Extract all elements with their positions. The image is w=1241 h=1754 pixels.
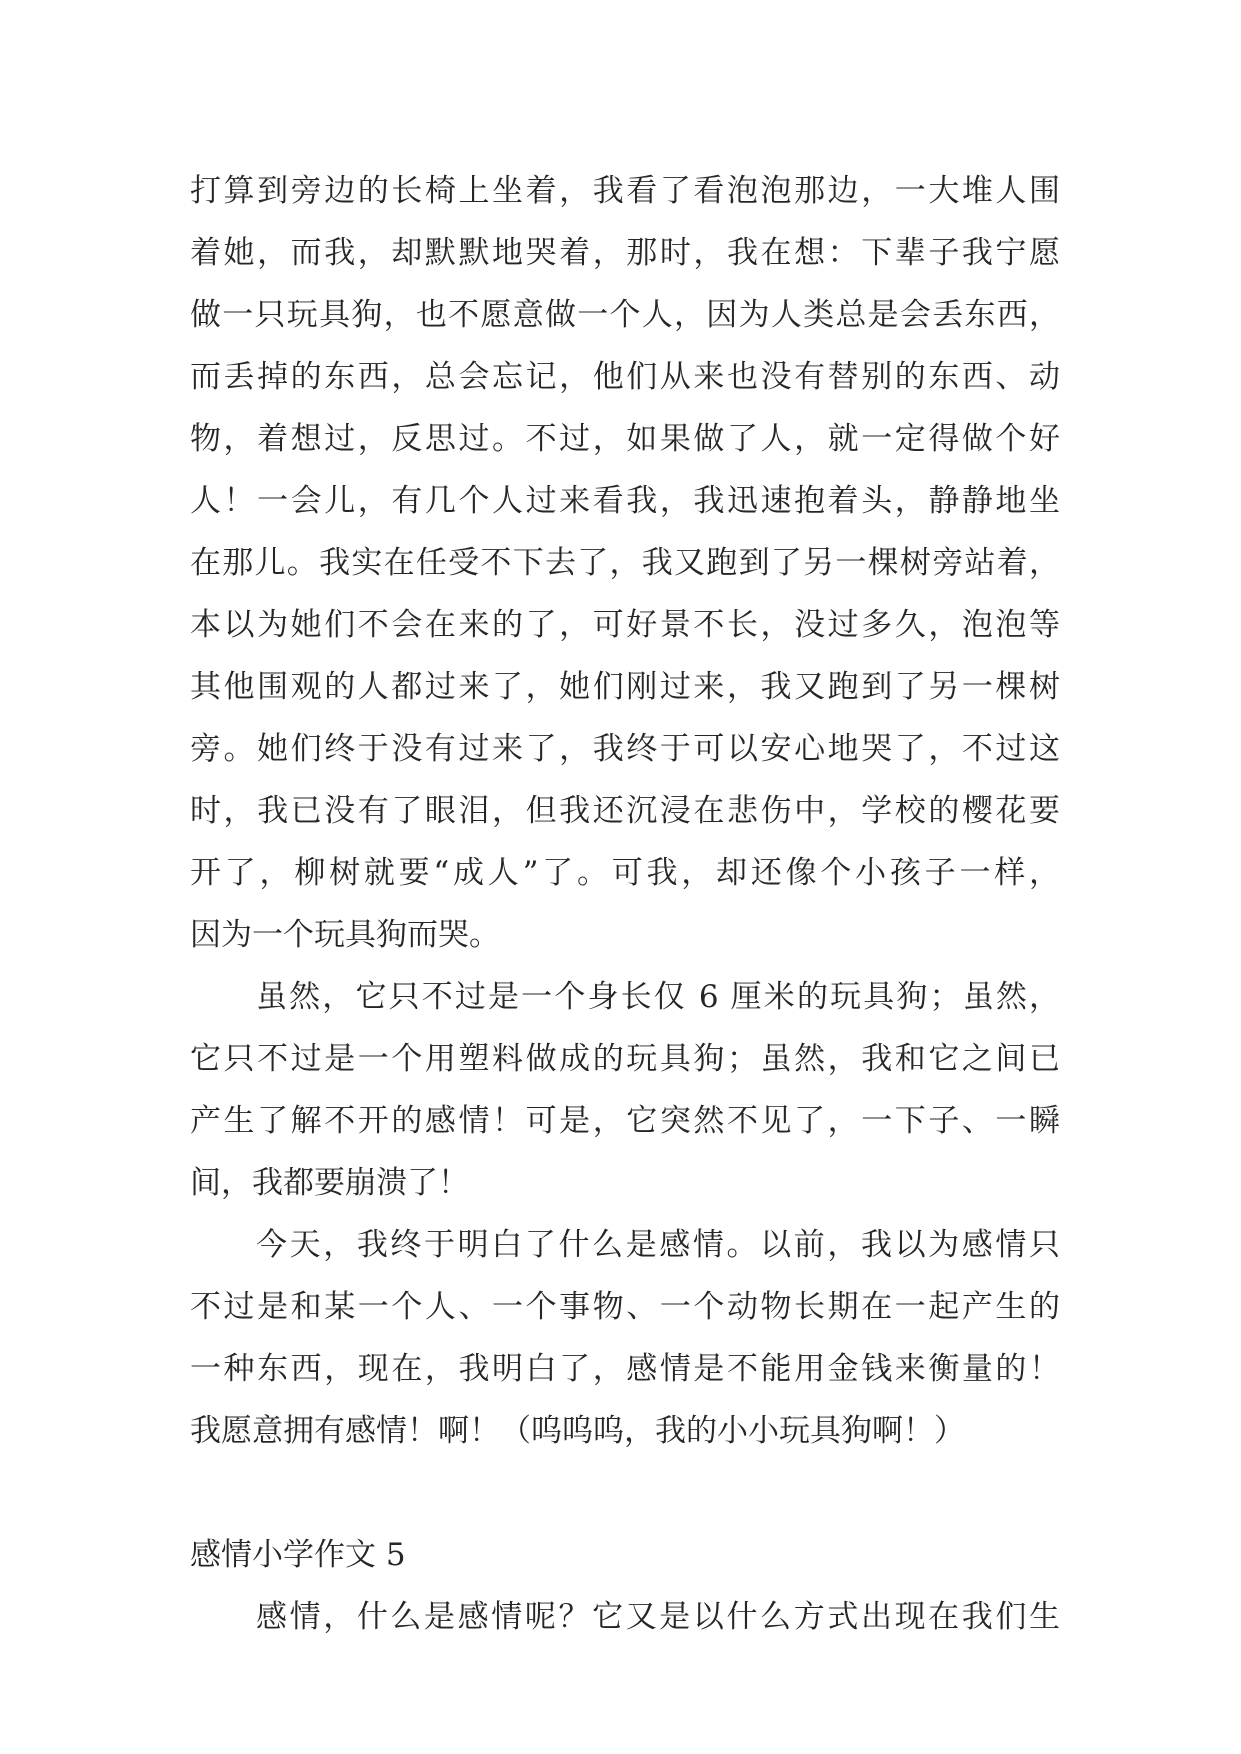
- text-line: 着她，而我，却默默地哭着，那时，我在想：下辈子我宁愿: [190, 235, 1060, 271]
- text-line: 我愿意拥有感情！啊！（呜呜呜，我的小小玩具狗啊！）: [190, 1413, 965, 1449]
- text-line: 产生了解不开的感情！可是，它突然不见了，一下子、一瞬: [190, 1103, 1060, 1139]
- section-heading: 感情小学作文 5: [190, 1537, 406, 1573]
- text-line: 开了，柳树就要“成人”了。可我，却还像个小孩子一样，: [190, 855, 1060, 891]
- paragraph: [190, 160, 1060, 966]
- text-line: 感情，什么是感情呢？它又是以什么方式出现在我们生: [256, 1599, 1060, 1635]
- text-line: 物，着想过，反思过。不过，如果做了人，就一定得做个好: [190, 421, 1060, 457]
- text-line: 人！一会儿，有几个人过来看我，我迅速抱着头，静静地坐: [190, 483, 1060, 519]
- paragraph: [190, 1214, 1060, 1462]
- text-line: 在那儿。我实在任受不下去了，我又跑到了另一棵树旁站着，: [190, 545, 1060, 581]
- text-line: 一种东西，现在，我明白了，感情是不能用金钱来衡量的！: [190, 1351, 1060, 1387]
- text-line: 间，我都要崩溃了！: [190, 1165, 469, 1201]
- text-line: 旁。她们终于没有过来了，我终于可以安心地哭了，不过这: [190, 731, 1060, 767]
- text-line: 而丢掉的东西，总会忘记，他们从来也没有替别的东西、动: [190, 359, 1060, 395]
- paragraph: [190, 966, 1060, 1214]
- text-line: 打算到旁边的长椅上坐着，我看了看泡泡那边，一大堆人围: [190, 173, 1060, 209]
- blank-line: [190, 1462, 1060, 1524]
- text-line: 虽然，它只不过是一个身长仅 6 厘米的玩具狗；虽然，: [256, 979, 1060, 1015]
- document-body: [190, 160, 1060, 1648]
- text-line: 其他围观的人都过来了，她们刚过来，我又跑到了另一棵树: [190, 669, 1060, 705]
- text-line: 它只不过是一个用塑料做成的玩具狗；虽然，我和它之间已: [190, 1041, 1060, 1077]
- text-line: 做一只玩具狗，也不愿意做一个人，因为人类总是会丢东西，: [190, 297, 1060, 333]
- text-line: 因为一个玩具狗而哭。: [190, 917, 500, 953]
- paragraph: [190, 1586, 1060, 1648]
- text-line: 时，我已没有了眼泪，但我还沉浸在悲伤中，学校的樱花要: [190, 793, 1060, 829]
- text-line: 不过是和某一个人、一个事物、一个动物长期在一起产生的: [190, 1289, 1060, 1325]
- text-line: 本以为她们不会在来的了，可好景不长，没过多久，泡泡等: [190, 607, 1060, 643]
- text-line: 今天，我终于明白了什么是感情。以前，我以为感情只: [256, 1227, 1060, 1263]
